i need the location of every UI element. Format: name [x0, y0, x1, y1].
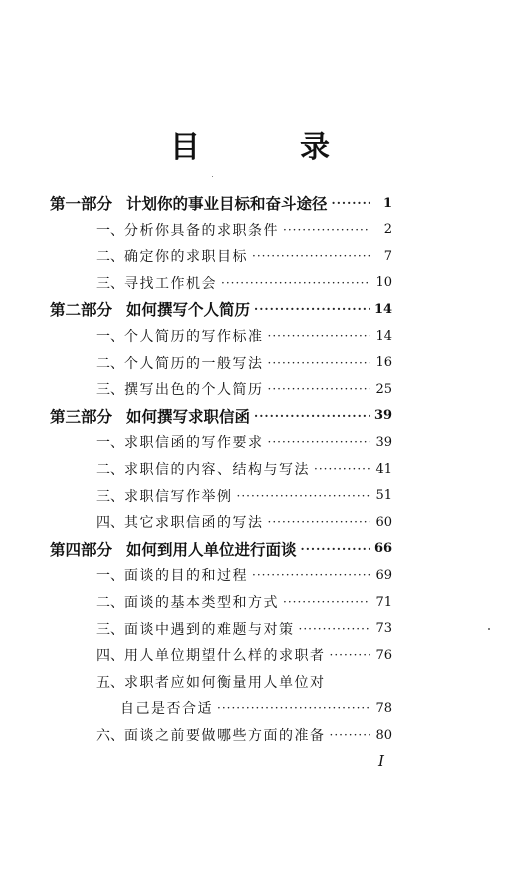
toc-leader-dots: [254, 409, 370, 423]
toc-part-entry[interactable]: [50, 294, 392, 324]
toc-entry-number: 二、: [96, 355, 124, 372]
toc-entry-title: 其它求职信函的写法: [124, 515, 264, 532]
toc-section-entry[interactable]: [96, 215, 392, 245]
toc-leader-dots: [221, 276, 370, 290]
toc-section-entry[interactable]: [96, 481, 392, 511]
toc-leader-dots: [217, 701, 370, 715]
toc-section-entry[interactable]: [96, 587, 392, 617]
toc-page-number: 71: [375, 594, 392, 610]
toc-section-entry[interactable]: [96, 614, 392, 644]
toc-entry-number: 一、: [96, 568, 124, 585]
toc-leader-dots: [237, 489, 371, 503]
toc-entry-number: 二、: [96, 249, 124, 266]
toc-entry-number: 一、: [96, 222, 124, 239]
toc-page-number: 51: [375, 488, 392, 504]
toc-entry-title: 分析你具备的求职条件: [124, 222, 279, 239]
toc-leader-dots: [283, 223, 370, 237]
toc-part-entry[interactable]: [50, 534, 392, 564]
toc-entry-number: 二、: [96, 595, 124, 611]
toc-entry-number: 三、: [96, 275, 124, 292]
toc-entry-number: 一、: [96, 329, 124, 345]
toc-leader-dots: [252, 249, 370, 263]
toc-leader-dots: [330, 648, 371, 662]
toc-entry-title: 求职者应如何衡量用人单位对: [124, 674, 326, 691]
toc-leader-dots: [299, 622, 371, 636]
toc-page-number: 7: [383, 248, 392, 264]
toc-entry-title: 面谈之前要做哪些方面的准备: [124, 728, 326, 744]
toc-entry-title: 个人简历的写作标准: [124, 329, 264, 345]
toc-leader-dots: [268, 329, 371, 343]
toc-leader-dots: [283, 595, 370, 609]
toc-page-number: 76: [375, 647, 392, 663]
toc-leader-dots: [268, 515, 371, 529]
toc-entry-title: 计划你的事业目标和奋斗途径: [126, 194, 328, 213]
toc-page-number: 14: [374, 301, 393, 317]
toc-entry-title: 面谈的基本类型和方式: [124, 595, 279, 611]
toc-entry-title: 求职信写作举例: [124, 488, 233, 505]
toc-leader-dots: [252, 568, 370, 582]
toc-entry-number: 三、: [96, 382, 124, 399]
toc-page-number: 60: [375, 514, 392, 530]
toc-section-entry[interactable]: [96, 427, 392, 457]
toc-section-entry[interactable]: [96, 720, 392, 750]
footer-page-number: I: [378, 752, 384, 770]
toc-section-entry[interactable]: [96, 507, 392, 537]
toc-section-entry[interactable]: [96, 454, 392, 484]
toc-entry-number: 四、: [96, 515, 124, 532]
toc-section-entry[interactable]: [96, 374, 392, 404]
toc-entry-title: 求职信的内容、结构与写法: [124, 462, 310, 478]
toc-entry-number: 第三部分: [50, 406, 113, 426]
toc-page-number: 14: [375, 328, 392, 344]
title-char-1: 目: [170, 130, 200, 165]
toc-page-number: 16: [375, 355, 392, 371]
toc-page-number: 2: [383, 222, 392, 238]
toc-leader-dots: [330, 728, 371, 742]
toc-section-entry[interactable]: [96, 560, 392, 590]
toc-page-number: 78: [375, 700, 392, 716]
toc-entry-title: 寻找工作机会: [124, 275, 217, 292]
toc-page-number: 39: [374, 408, 393, 424]
toc-leader-dots: [332, 196, 370, 210]
toc-section-entry[interactable]: [96, 241, 392, 271]
toc-section-entry[interactable]: [96, 321, 392, 351]
toc-entry-title: 用人单位期望什么样的求职者: [124, 648, 326, 665]
toc-entry-title: 面谈中遇到的难题与对策: [124, 621, 295, 638]
toc-page-number: 73: [375, 621, 392, 637]
toc-page-number: 39: [375, 434, 392, 450]
toc-entry-title: 确定你的求职目标: [124, 249, 248, 266]
toc-entry-number: 六、: [96, 728, 124, 744]
toc-page-number: 41: [375, 461, 392, 477]
toc-entry-number: 第四部分: [50, 539, 113, 559]
toc-leader-dots: [314, 462, 370, 476]
toc-page-number: 10: [375, 275, 392, 291]
toc-entry-number: 第二部分: [50, 300, 113, 320]
toc-page-number: 69: [375, 567, 392, 583]
toc-leader-dots: [254, 302, 370, 316]
toc-entry-title: 个人简历的一般写法: [124, 355, 264, 372]
toc-entry-title: 如何到用人单位进行面谈: [126, 539, 297, 559]
toc-section-entry[interactable]: [96, 667, 392, 697]
toc-page-number: 1: [382, 195, 392, 211]
toc-section-entry[interactable]: [120, 693, 392, 723]
toc-part-entry[interactable]: [50, 401, 392, 431]
toc-entry-number: 五、: [96, 674, 124, 691]
toc-entry-number: 三、: [96, 488, 124, 505]
toc-page-number: 80: [375, 727, 392, 743]
toc-leader-dots: [301, 542, 370, 556]
toc-leader-dots: [268, 382, 371, 396]
toc-section-entry[interactable]: [96, 268, 392, 298]
toc-entry-title: 如何撰写个人简历: [126, 300, 251, 320]
scan-speck: [488, 628, 490, 630]
toc-entry-number: 四、: [96, 648, 124, 665]
toc-entry-number: 二、: [96, 462, 124, 478]
toc-page-number: 25: [375, 381, 392, 397]
toc-part-entry[interactable]: [50, 188, 392, 218]
toc-entry-number: 一、: [96, 435, 124, 452]
toc-leader-dots: [268, 435, 371, 449]
page-title: [170, 122, 330, 166]
toc-entry-title: 如何撰写求职信函: [126, 406, 251, 426]
scan-speck: [212, 176, 213, 177]
toc-entry-number: 第一部分: [50, 194, 113, 213]
toc-leader-dots: [268, 356, 371, 370]
toc-section-entry[interactable]: [96, 640, 392, 670]
toc-page-number: 66: [374, 541, 393, 557]
title-char-2: 录: [300, 130, 330, 165]
toc-entry-title: 自己是否合适: [120, 701, 213, 718]
toc-entry-title: 求职信函的写作要求: [124, 435, 264, 452]
toc-entry-title: 面谈的目的和过程: [124, 568, 248, 585]
toc-entry-title: 撰写出色的个人简历: [124, 382, 264, 399]
toc-section-entry[interactable]: [96, 348, 392, 378]
toc-entry-number: 三、: [96, 621, 124, 638]
